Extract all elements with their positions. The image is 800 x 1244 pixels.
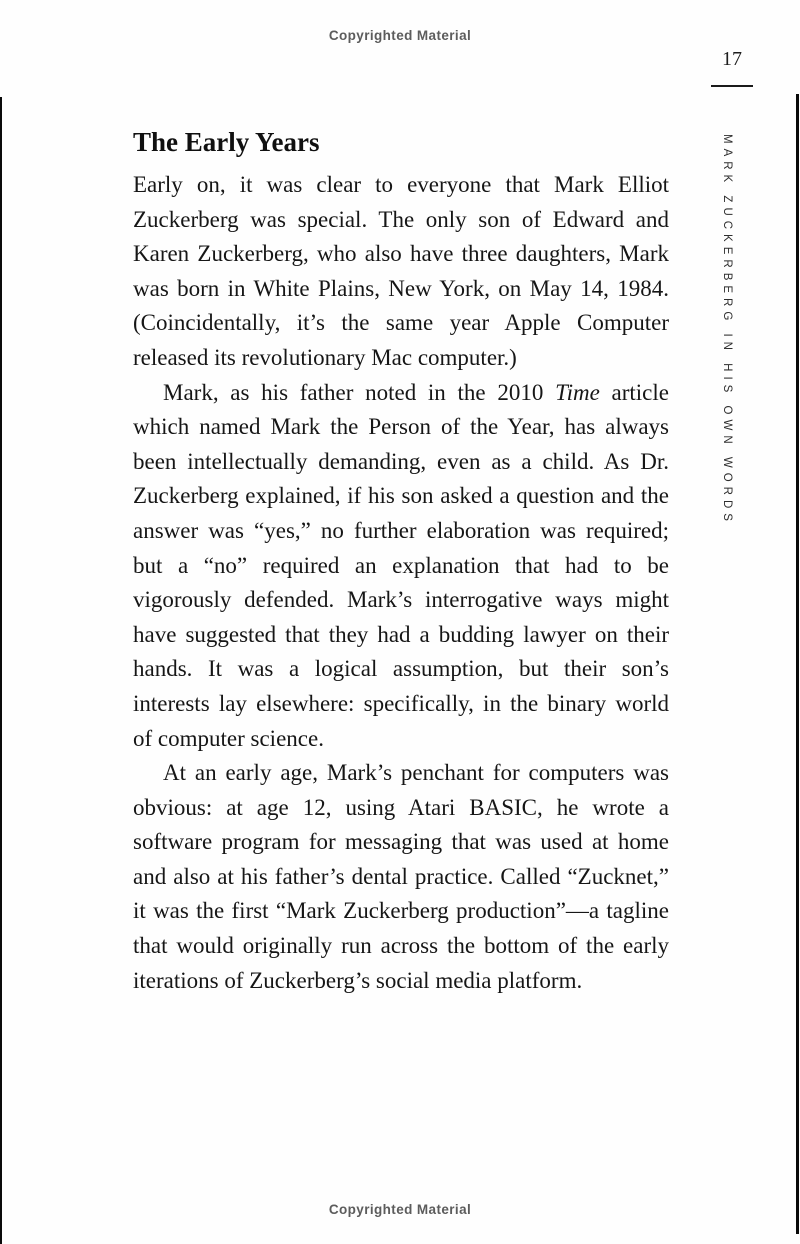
paragraph — [133, 168, 669, 376]
section-heading: The Early Years — [133, 127, 320, 157]
page-number-block — [711, 48, 753, 87]
italic-text: Time — [555, 379, 600, 405]
copyright-notice-top: Copyrighted Material — [328, 28, 472, 43]
text-run: At an early age, Mark’s penchant for computers was obvious: at age 12, using Atari BASIC, he wrote a software program for messaging that was used at home and also at his father’s dental practice. Called “Zucknet,” it was the first “Mark Zuckerberg production”—a tagline that would originally run across the bottom of the early iterations of Zuckerberg’s social media platform. — [133, 760, 669, 993]
page-edge-right — [796, 94, 799, 1234]
text-run: Mark, as his father noted in the 2010 — [163, 379, 556, 405]
page-number-rule — [711, 85, 753, 87]
page-number: 17 — [722, 48, 742, 70]
paragraph — [133, 376, 669, 757]
running-head-vertical: MARK ZUCKERBERG IN HIS OWN WORDS — [721, 134, 733, 526]
body-text — [133, 168, 669, 998]
text-run: article which named Mark the Person of the Year, has always been intellectually demanding, even as a child. As Dr. Zuckerberg explained, if his son asked a question and the answer was “yes,” no further elaboration was required; but a “no” required an explanation that had to be vigorously defended. Mark’s interrogative ways might have suggested that they had a budding lawyer on their hands. It was a logical assumption, but their son’s interests lay elsewhere: specifically, in the binary world of computer science. — [133, 379, 669, 751]
paragraph — [133, 756, 669, 998]
page-edge-left — [0, 97, 2, 1244]
text-block — [133, 126, 669, 998]
copyright-notice-bottom: Copyrighted Material — [328, 1202, 472, 1217]
text-run: Early on, it was clear to everyone that Mark Elliot Zuckerberg was special. The only son of Edward and Karen Zuckerberg, who also have three daughters, Mark was born in White Plains, New York, on May 14, 1984. (Coincidentally, it’s the same year Apple Computer released its revolutionary Mac computer.) — [133, 172, 669, 370]
